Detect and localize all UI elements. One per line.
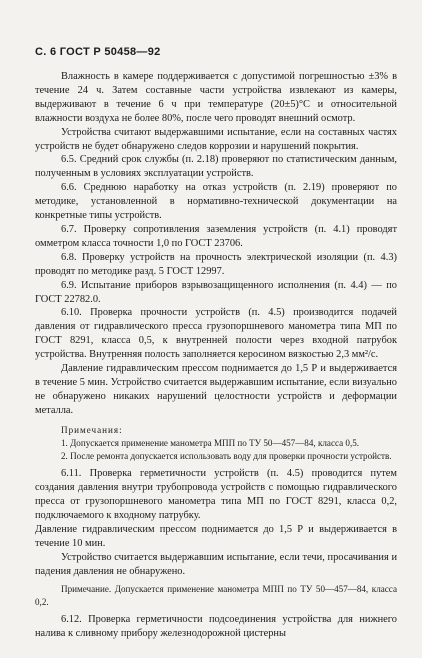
note-item: 2. После ремонта допускается использовать воду для проверки прочности устройств.: [61, 451, 392, 462]
document-body: [35, 70, 397, 641]
note-item: 1. Допускается применение манометра МПП по ТУ 50—457—84, класса 0,5.: [61, 437, 360, 448]
paragraph-6-7: 6.7. Проверку сопротивления заземления устройств (п. 4.1) проводят омметром класса точности 1,0 по ГОСТ 23706.: [35, 223, 397, 249]
paragraph-6-6: 6.6. Среднюю наработку на отказ устройств (п. 2.19) проверяют по методике, установленной в нормативно-технической документации на конкретные типы устройств.: [35, 182, 397, 222]
paragraph-humidity: Влажность в камере поддерживается с допустимой погрешностью ±3% в течение 24 ч. Затем составные части устройства извлекают из камеры, выдерживают в течение 6 ч при температуре (20±5)°С и относительной влажности воздуха не более 80%, после чего проводят внешний осмотр.: [35, 71, 397, 124]
paragraph-pressure: Давление гидравлическим прессом поднимается до 1,5 Р и выдерживается в течение 5 мин. Устройство считается выдержавшим испытание, если визуально не обнаружено никаких нарушений целостности устройств и деформации металла.: [35, 363, 397, 416]
page-header: С. 6 ГОСТ Р 50458—92: [35, 46, 161, 58]
paragraph-leak: Устройство считается выдержавшим испытание, если течи, просачивания и падения давления не обнаружено.: [35, 551, 397, 577]
paragraph-pressure-10: Давление гидравлическим прессом поднимается до 1,5 Р и выдерживается в течение 10 мин.: [35, 523, 397, 549]
notes-heading: Примечания:: [61, 424, 123, 435]
paragraph-6-11: 6.11. Проверка герметичности устройств (п. 4.5) проводится путем создания давления внутри трубопровода устройств с помощью гидравлического пресса от грузопоршневого манометра типа МП по ГОСТ 8291, класса 0,2, подключаемого к входному патрубку.: [35, 468, 397, 521]
paragraph-corrosion: Устройства считают выдержавшими испытание, если на составных частях устройств не будет обнаружено следов коррозии и нарушений покрытия.: [35, 126, 397, 152]
paragraph-6-12: 6.12. Проверка герметичности подсоединения устройства для нижнего налива к сливному прибору железнодорожной цистерны: [35, 613, 397, 639]
paragraph-6-9: 6.9. Испытание приборов взрывозащищенного исполнения (п. 4.4) — по ГОСТ 22782.0.: [35, 279, 397, 305]
note-single: Примечание. Допускается применение манометра МПП по ТУ 50—457—84, класса 0,2.: [35, 583, 397, 607]
paragraph-6-10: 6.10. Проверка прочности устройств (п. 4.5) производится подачей давления от гидравлического пресса грузопоршневого манометра типа МП по ГОСТ 8291, класса 0,5, к внутренней полости через входной патрубок устройства. Внутренняя полость заполняется керосином вязкостью 2,3 мм²/с.: [35, 307, 397, 361]
paragraph-6-8: 6.8. Проверку устройств на прочность электрической изоляции (п. 4.3) проводят по методике разд. 5 ГОСТ 12997.: [35, 251, 397, 277]
paragraph-6-5: 6.5. Средний срок службы (п. 2.18) проверяют по статистическим данным, полученным в условиях эксплуатации устройств.: [35, 154, 397, 180]
